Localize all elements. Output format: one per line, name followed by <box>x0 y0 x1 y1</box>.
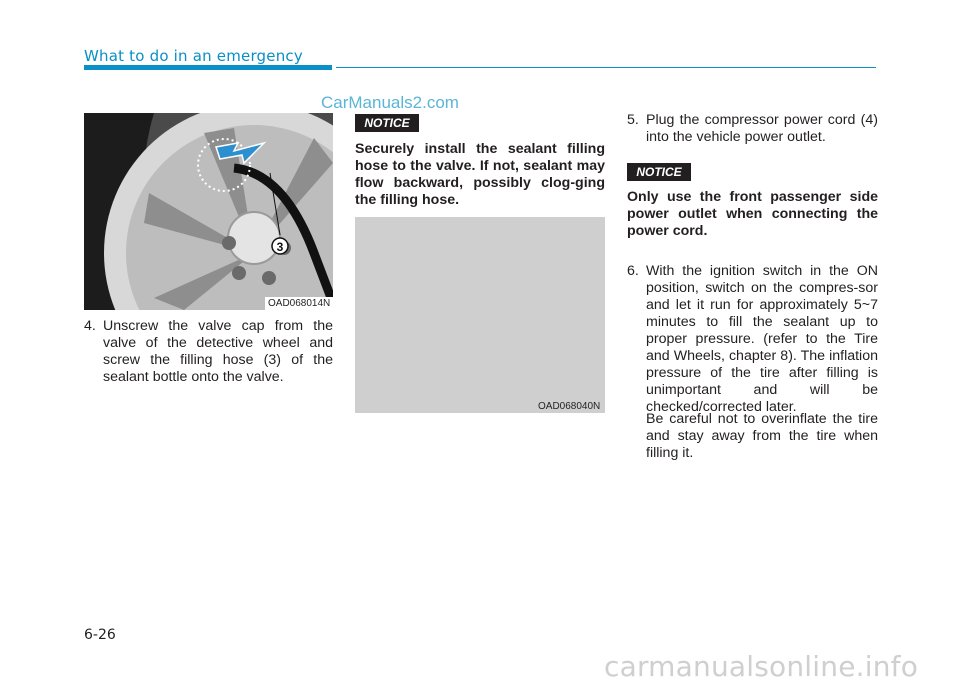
notice-text-2: Only use the front passenger side power outlet when connecting the power cord. <box>627 189 878 239</box>
step-6 <box>627 263 878 416</box>
step-6-caution: Be careful not to overinflate the tire and stay away from the tire when filling it. <box>646 411 878 461</box>
watermark-bottom: carmanualsonline.info <box>604 650 919 683</box>
callout-3: 3 <box>276 240 284 254</box>
step-4-text: Unscrew the valve cap from the valve of the detective wheel and screw the filling hose (3) of the sealant bottle onto the valve. <box>103 318 333 385</box>
step-5-text: Plug the compressor power cord (4) into the vehicle power outlet. <box>646 112 878 145</box>
step-5-number: 5. <box>627 112 639 128</box>
page-number: 6-26 <box>84 627 116 643</box>
section-title: What to do in an emergency <box>84 47 303 65</box>
figure-code-1: OAD068014N <box>265 297 333 310</box>
step-6-text: With the ignition switch in the ON position, switch on the compres-sor and let it run for approximately 5~7 minutes to fill the sealant up to proper pressure. (refer to the Tire and Wheels, chapter 8). The inflation pressure of the tire after filling is unimportant and will be checked/corrected later. <box>646 263 878 415</box>
header-rule-thin <box>336 67 876 68</box>
tire-valve-photo <box>84 113 333 310</box>
notice-badge-2: NOTICE <box>627 163 691 181</box>
notice-badge-1: NOTICE <box>355 114 419 132</box>
step-5 <box>627 112 878 146</box>
step-6-number: 6. <box>627 263 639 279</box>
notice-text-1: Securely install the sealant filling hose to the valve. If not, sealant may flow backward, possibly clog-ging the filling hose. <box>355 141 605 208</box>
compressor-photo <box>355 217 605 413</box>
header-rule-thick <box>84 65 332 70</box>
step-4 <box>84 318 333 386</box>
step-4-number: 4. <box>84 318 96 334</box>
watermark-top: CarManuals2.com <box>321 93 459 112</box>
figure-code-2: OAD068040N <box>535 400 603 413</box>
